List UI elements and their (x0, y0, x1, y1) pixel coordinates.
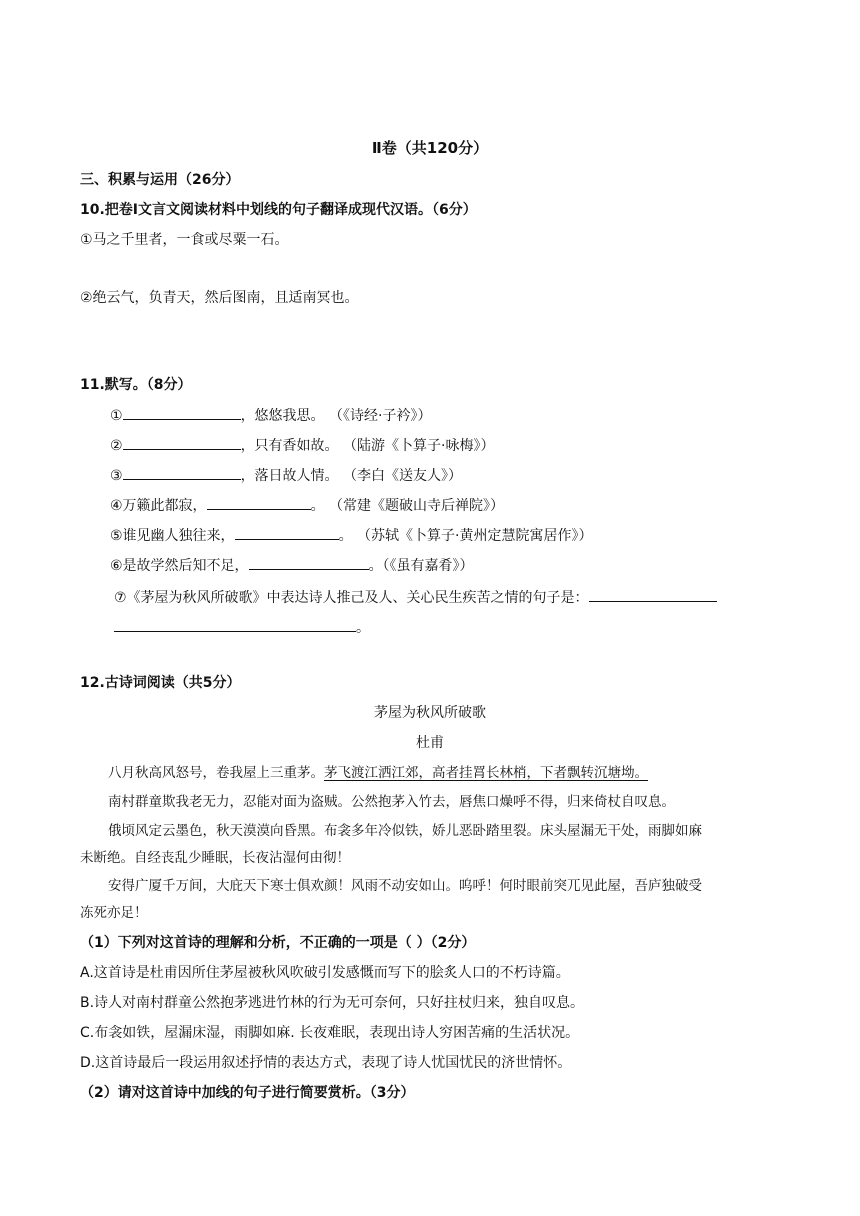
q11-line-3-post: ，落日故人情。 （李白《送友人》） (240, 468, 463, 484)
blank[interactable] (249, 555, 369, 570)
option-d[interactable]: D.这首诗最后一段运用叙述抒情的表达方式，表现了诗人忧国忧民的济世情怀。 (80, 1055, 572, 1071)
q12-sub1-title: （1）下列对这首诗的理解和分析，不正确的一项是（ ）（2分） (80, 935, 476, 951)
blank[interactable] (123, 405, 241, 420)
poem-title: 茅屋为秋风所破歌 (374, 705, 486, 721)
q11-line-5-pre: ⑤谁见幽人独往来， (110, 528, 235, 544)
blank[interactable] (235, 525, 339, 540)
q11-line-5-post: 。 （苏轼《卜算子·黄州定慧院寓居作》） (338, 528, 593, 544)
poem-p1-plain: 八月秋高风怒号，卷我屋上三重茅。 (108, 765, 324, 781)
blank[interactable] (114, 617, 356, 632)
q11-line-2-pre: ② (110, 438, 123, 454)
q11-line-7-end: 。 (356, 620, 370, 636)
option-a[interactable]: A.这首诗是杜甫因所住茅屋被秋风吹破引发感慨而写下的脍炙人口的不朽诗篇。 (80, 965, 570, 981)
q11-line-7-cont (114, 617, 370, 638)
poem-paragraph-1 (108, 763, 648, 783)
q11-title: 11.默写。（8分） (80, 377, 192, 393)
q11-line-4-post: 。 （常建《题破山寺后禅院》） (310, 498, 505, 514)
blank[interactable] (123, 465, 241, 480)
q11-line-6-post: 。（《虽有嘉肴》） (368, 558, 474, 574)
q11-line-6-pre: ⑥是故学然后知不足， (110, 558, 249, 574)
poem-paragraph-4-line-2: 冻死亦足！ (80, 905, 148, 921)
part3-title: 三、积累与运用（26分） (80, 172, 240, 188)
q11-line-4-pre: ④万籁此都寂， (110, 498, 207, 514)
q12-title: 12.古诗词阅读（共5分） (80, 675, 241, 691)
poem-paragraph-3-line-2: 未断绝。自经丧乱少睡眠，长夜沾湿何由彻！ (80, 850, 350, 866)
poem-p1-underlined: 茅飞渡江洒江郊，高者挂罥长林梢，下者飘转沉塘坳。 (324, 765, 648, 781)
blank[interactable] (207, 495, 311, 510)
q10-title: 10.把卷Ⅰ文言文阅读材料中划线的句子翻译成现代汉语。（6分） (80, 202, 477, 218)
option-b[interactable]: B.诗人对南村群童公然抱茅逃进竹林的行为无可奈何，只好拄杖归来，独自叹息。 (80, 995, 585, 1011)
blank[interactable] (123, 435, 241, 450)
q11-line-2 (110, 435, 494, 456)
section-title: Ⅱ卷（共120分） (371, 139, 489, 157)
q10-item-2: ②绝云气，负青天，然后图南，且适南冥也。 (80, 290, 359, 306)
q11-line-1 (110, 405, 431, 426)
q11-line-3-pre: ③ (110, 468, 123, 484)
blank[interactable] (589, 587, 717, 602)
q11-line-4 (110, 495, 504, 516)
q12-sub2-title: （2）请对这首诗中加线的句子进行简要赏析。（3分） (80, 1085, 415, 1101)
q11-line-2-post: ，只有香如故。 （陆游《卜算子·咏梅》） (240, 438, 495, 454)
poem-paragraph-3-line-1: 俄顷风定云墨色，秋天漠漠向昏黑。布衾多年冷似铁，娇儿恶卧踏里裂。床头屋漏无干处，雨脚如麻 (108, 823, 702, 839)
q10-item-1: ①马之千里者，一食或尽粟一石。 (80, 232, 289, 248)
q11-line-3 (110, 465, 462, 486)
poem-paragraph-4-line-1: 安得广厦千万间，大庇天下寒士俱欢颜！风雨不动安如山。呜呼！何时眼前突兀见此屋，吾庐独破受 (108, 878, 702, 894)
q11-line-7 (114, 587, 717, 608)
q11-line-1-post: ，悠悠我思。 （《诗经·子衿》） (240, 408, 432, 424)
q11-line-6 (110, 555, 474, 576)
poem-paragraph-2: 南村群童欺我老无力，忍能对面为盗贼。公然抱茅入竹去，唇焦口燥呼不得，归来倚杖自叹息。 (108, 794, 675, 810)
q11-line-7-pre: ⑦《茅屋为秋风所破歌》中表达诗人推己及人、关心民生疾苦之情的句子是： (114, 590, 589, 606)
option-c[interactable]: C.布衾如铁，屋漏床湿，雨脚如麻. 长夜难眠，表现出诗人穷困苦痛的生活状况。 (80, 1025, 580, 1041)
q11-line-1-pre: ① (110, 408, 123, 424)
q11-line-5 (110, 525, 592, 546)
poem-author: 杜甫 (416, 735, 444, 751)
